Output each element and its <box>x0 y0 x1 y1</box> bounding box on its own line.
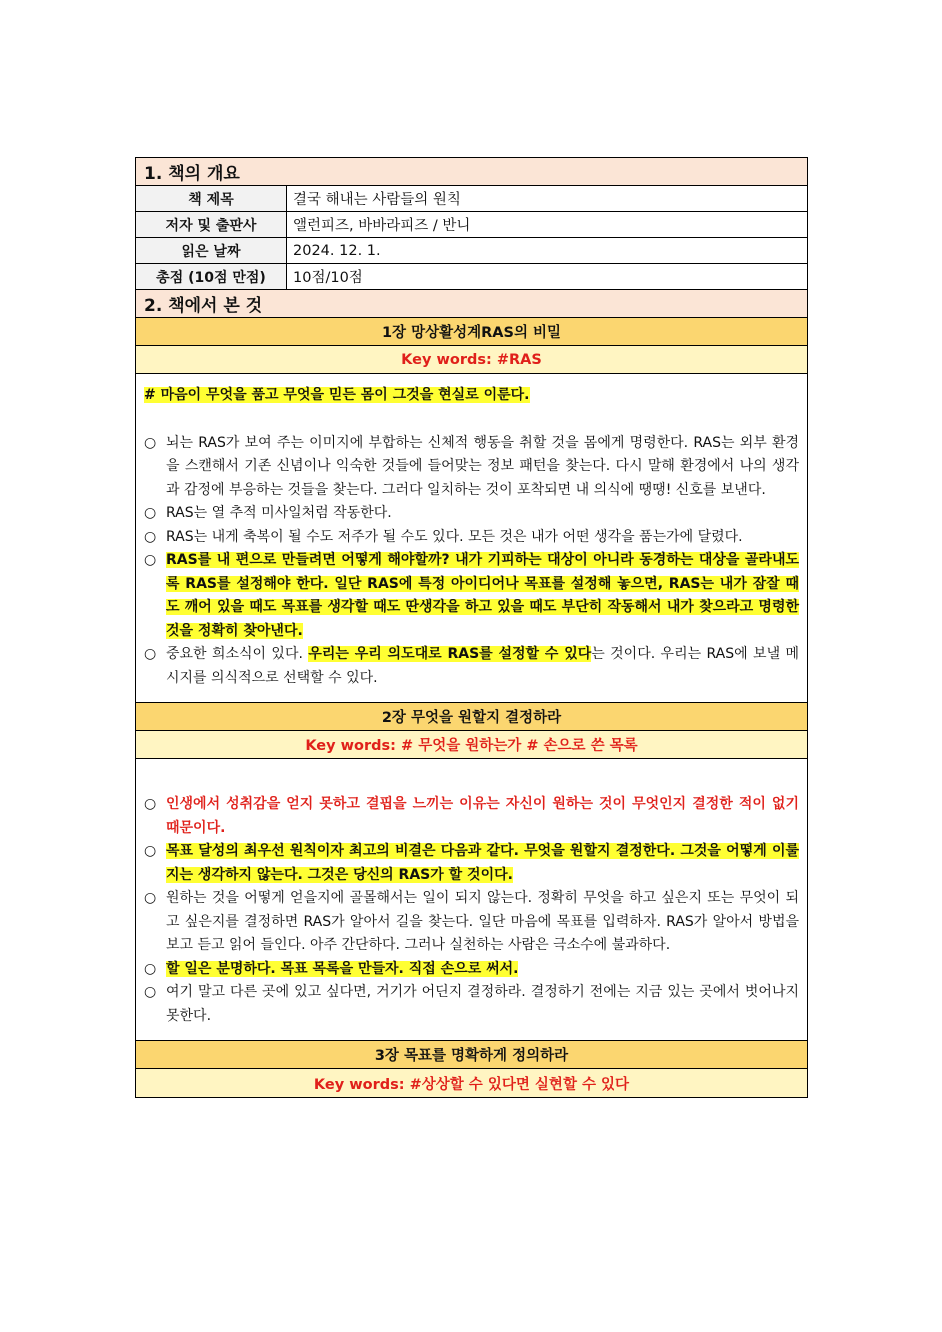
section-heading-what-i-saw <box>136 290 807 318</box>
circle-bullet-icon: ○ <box>144 528 157 545</box>
info-value: 앨런피즈, 바바라피즈 / 반니 <box>293 218 471 234</box>
section-title: 2. 책에서 본 것 <box>144 296 263 316</box>
highlighted-text: # 마음이 무엇을 품고 무엇을 믿든 몸이 그것을 현실로 이룬다. <box>144 387 530 403</box>
paragraph-text: RAS는 열 추적 미사일처럼 작동한다. <box>166 505 392 521</box>
info-label: 읽은 날짜 <box>136 238 287 263</box>
paragraph-text: 여기 말고 다른 곳에 있고 싶다면, 거기가 어딘지 결정하라. 결정하기 전에는 지금 있는 곳에서 벗어나지 못한다. <box>166 984 799 1024</box>
circle-bullet-icon: ○ <box>144 505 157 521</box>
info-label: 책 제목 <box>136 186 287 211</box>
chapter-content <box>136 374 807 703</box>
section-heading-overview <box>136 158 807 186</box>
circle-bullet-icon: ○ <box>144 646 157 662</box>
book-report-table <box>135 157 808 1098</box>
list-item <box>144 549 799 643</box>
highlighted-text: 할 일은 분명하다. 목표 목록을 만들자. 직접 손으로 써서. <box>166 960 519 977</box>
list-item <box>144 502 799 526</box>
highlighted-text: 목표 달성의 최우선 원칙이자 최고의 비결은 다음과 같다. 무엇을 원할지 결정한다. 그것을 어떻게 이룰지는 생각하지 않는다. 그것은 당신의 RAS가 할 것이다. <box>166 843 799 883</box>
info-value: 10점/10점 <box>293 270 363 286</box>
list-item <box>144 432 799 503</box>
paragraph-text: 뇌는 RAS가 보여 주는 이미지에 부합하는 신체적 행동을 취할 것을 몸에게 명령한다. RAS는 외부 환경을 스캔해서 기존 신념이나 익숙한 것들에 들어맞는 정보 패턴을 찾는다. 다시 말해 환경에서 나의 생각과 감정에 부응하는 것들을 찾는다. 그러다 일치하는 것이 포착되면 내 의식에 땡땡! 신호를 보낸다. <box>166 434 799 498</box>
info-row-author <box>136 212 807 238</box>
paragraph-text: 중요한 희소식이 있다. <box>166 646 303 662</box>
circle-bullet-icon: ○ <box>144 984 157 1000</box>
info-value: 결국 해내는 사람들의 원칙 <box>293 192 461 208</box>
list-item <box>144 958 799 982</box>
info-label: 총점 (10점 만점) <box>136 264 287 289</box>
paragraph-text: RAS는 내게 축복이 될 수도 저주가 될 수도 있다. 모든 것은 내가 어떤 생각을 품는가에 달렸다. <box>166 528 743 545</box>
list-item <box>144 840 799 887</box>
highlighted-text: RAS를 내 편으로 만들려면 어떻게 해야할까? 내가 기피하는 대상이 아니라 동경하는 대상을 골라내도록 RAS를 설정해야 한다. 일단 RAS에 특정 아이디어나 목표를 설정해 놓으면, RAS는 내가 잠잘 때도 깨어 있을 때도 목표를 생각할 때도 딴생각을 하고 있을 때도 부단히 작동해서 내가 찾으라고 명령한 것을 정확히 찾아낸다. <box>166 552 799 639</box>
circle-bullet-icon: ○ <box>144 552 157 568</box>
paragraph-text: 는 것이다. 우리는 RAS에 보낼 메시지를 의식적으로 선택할 수 있다. <box>166 646 799 686</box>
chapter-title: 3장 목표를 명확하게 정의하라 <box>136 1041 807 1069</box>
list-item <box>144 887 799 958</box>
chapter-title: 1장 망상활성계RAS의 비밀 <box>136 318 807 346</box>
list-item <box>144 981 799 1028</box>
circle-bullet-icon: ○ <box>144 890 157 906</box>
chapter-keywords: Key words: # 무엇을 원하는가 # 손으로 쓴 목록 <box>136 731 807 759</box>
chapter-content <box>136 759 807 1041</box>
highlighted-text: 우리는 우리 의도대로 RAS를 설정할 수 있다 <box>308 646 592 662</box>
info-row-title <box>136 186 807 212</box>
chapter-title: 2장 무엇을 원할지 결정하라 <box>136 703 807 731</box>
paragraph-text: 원하는 것을 어떻게 얻을지에 골몰해서는 일이 되지 않는다. 정확히 무엇을 하고 싶은지 또는 무엇이 되고 싶은지를 결정하면 RAS가 알아서 길을 찾는다. 일단 마음에 목표를 입력하자. RAS가 알아서 방법을 보고 듣고 읽어 들인다. 아주 간단하다. 그러나 실천하는 사람은 극소수에 불과하다. <box>166 890 799 953</box>
info-value: 2024. 12. 1. <box>293 242 381 259</box>
chapter-heading-line <box>144 384 799 408</box>
section-title: 1. 책의 개요 <box>144 164 240 184</box>
red-emphasis-text: 인생에서 성취감을 얻지 못하고 결핍을 느끼는 이유는 자신이 원하는 것이 무엇인지 결정한 적이 없기 때문이다. <box>166 796 799 836</box>
circle-bullet-icon: ○ <box>144 434 157 451</box>
info-label: 저자 및 출판사 <box>136 212 287 237</box>
info-row-score <box>136 264 807 290</box>
circle-bullet-icon: ○ <box>144 843 157 859</box>
list-item <box>144 643 799 690</box>
list-item <box>144 526 799 550</box>
circle-bullet-icon: ○ <box>144 796 157 812</box>
chapter-keywords: Key words: #RAS <box>136 346 807 374</box>
circle-bullet-icon: ○ <box>144 960 157 977</box>
chapter-keywords: Key words: #상상할 수 있다면 실현할 수 있다 <box>136 1069 807 1097</box>
list-item <box>144 793 799 840</box>
info-row-date <box>136 238 807 264</box>
